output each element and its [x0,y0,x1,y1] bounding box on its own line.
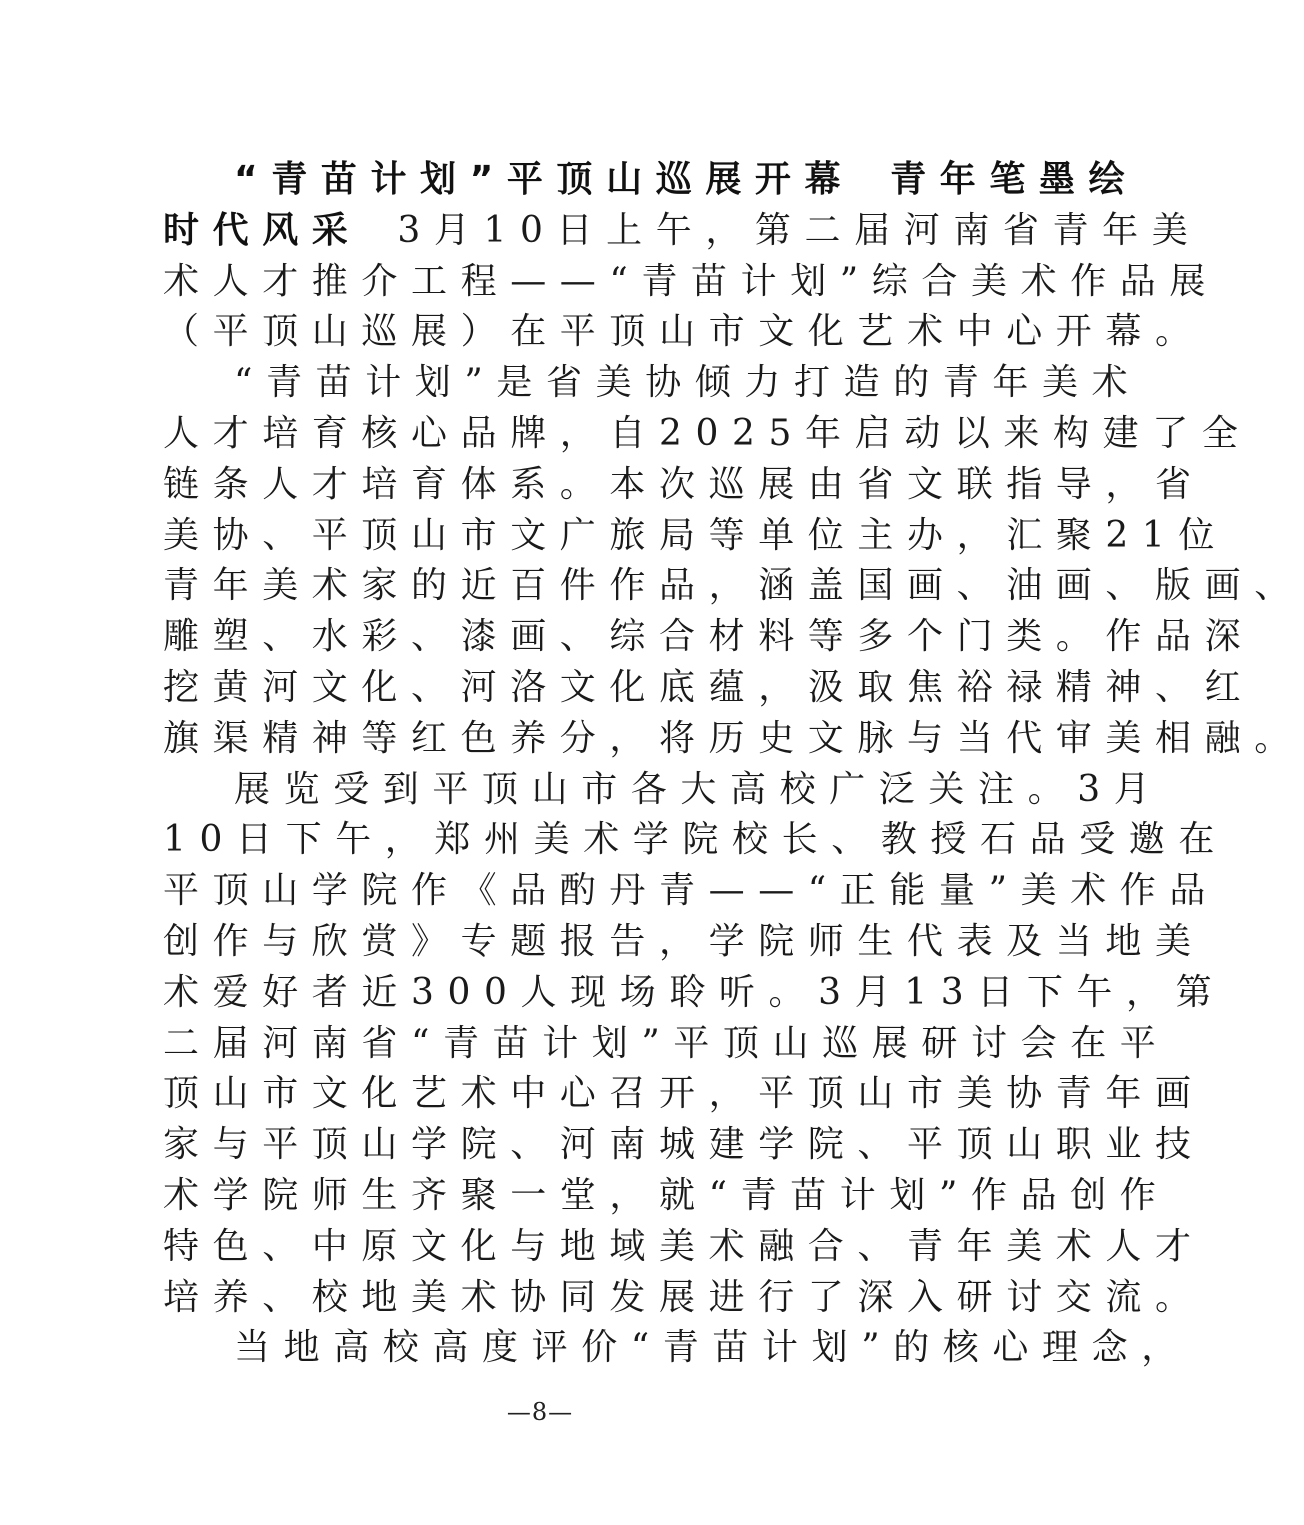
text-line: 旗渠精神等红色养分，将历史文脉与当代审美相融。 [163,717,1304,759]
page-number: —8— [506,1398,574,1426]
headline-subtitle: 青年笔墨绘 [890,159,1139,200]
text-line: 平顶山学院作《品酌丹青——“正能量”美术作品 [163,870,1220,912]
text-line: 链条人才培育体系。本次巡展由省文联指导，省 [163,463,1205,505]
text-line: 美协、平顶山市文广旅局等单位主办，汇聚21位 [163,514,1229,556]
text-line: 人才培育核心品牌，自2025年启动以来构建了全 [163,412,1252,454]
article-body [163,155,1304,1374]
paragraph-1-text: 3月10日上午，第二届河南省青年美 [397,209,1202,251]
text-line: 特色、中原文化与地域美术融合、青年美术人才 [163,1225,1205,1267]
text-line: 术人才推介工程——“青苗计划”综合美术作品展 [163,260,1220,302]
paragraph-4-start: 当地高校高度评价“青苗计划”的核心理念， [234,1327,1191,1369]
paragraph-3-start: 展览受到平顶山市各大高校广泛关注。3月 [234,768,1164,810]
text-line: 雕塑、水彩、漆画、综合材料等多个门类。作品深 [163,616,1255,658]
text-line: 挖黄河文化、河洛文化底蕴，汲取焦裕禄精神、红 [163,666,1255,708]
text-line: 10日下午，郑州美术学院校长、教授石品受邀在 [163,819,1229,861]
headline-line-2 [163,206,1202,257]
text-line: 创作与欣赏》专题报告，学院师生代表及当地美 [163,920,1205,962]
headline-title: “青苗计划”平顶山巡展开幕 [234,159,855,200]
text-line: 二届河南省“青苗计划”平顶山巡展研讨会在平 [163,1022,1170,1064]
text-line: 顶山市文化艺术中心召开，平顶山市美协青年画 [163,1073,1205,1115]
text-line: 术学院师生齐聚一堂，就“青苗计划”作品创作 [163,1174,1170,1216]
headline-subtitle-end: 时代风采 [163,209,362,251]
text-line: 培养、校地美术协同发展进行了深入研讨交流。 [163,1276,1205,1318]
text-line: 家与平顶山学院、河南城建学院、平顶山职业技 [163,1124,1205,1166]
text-line: （平顶山巡展）在平顶山市文化艺术中心开幕。 [163,311,1205,353]
headline-line-1 [163,155,1139,206]
text-line: 青年美术家的近百件作品，涵盖国画、油画、版画、 [163,565,1304,607]
text-line: 术爱好者近300人现场聆听。3月13日下午，第 [163,971,1226,1013]
paragraph-2-start: “青苗计划”是省美协倾力打造的青年美术 [234,362,1142,404]
